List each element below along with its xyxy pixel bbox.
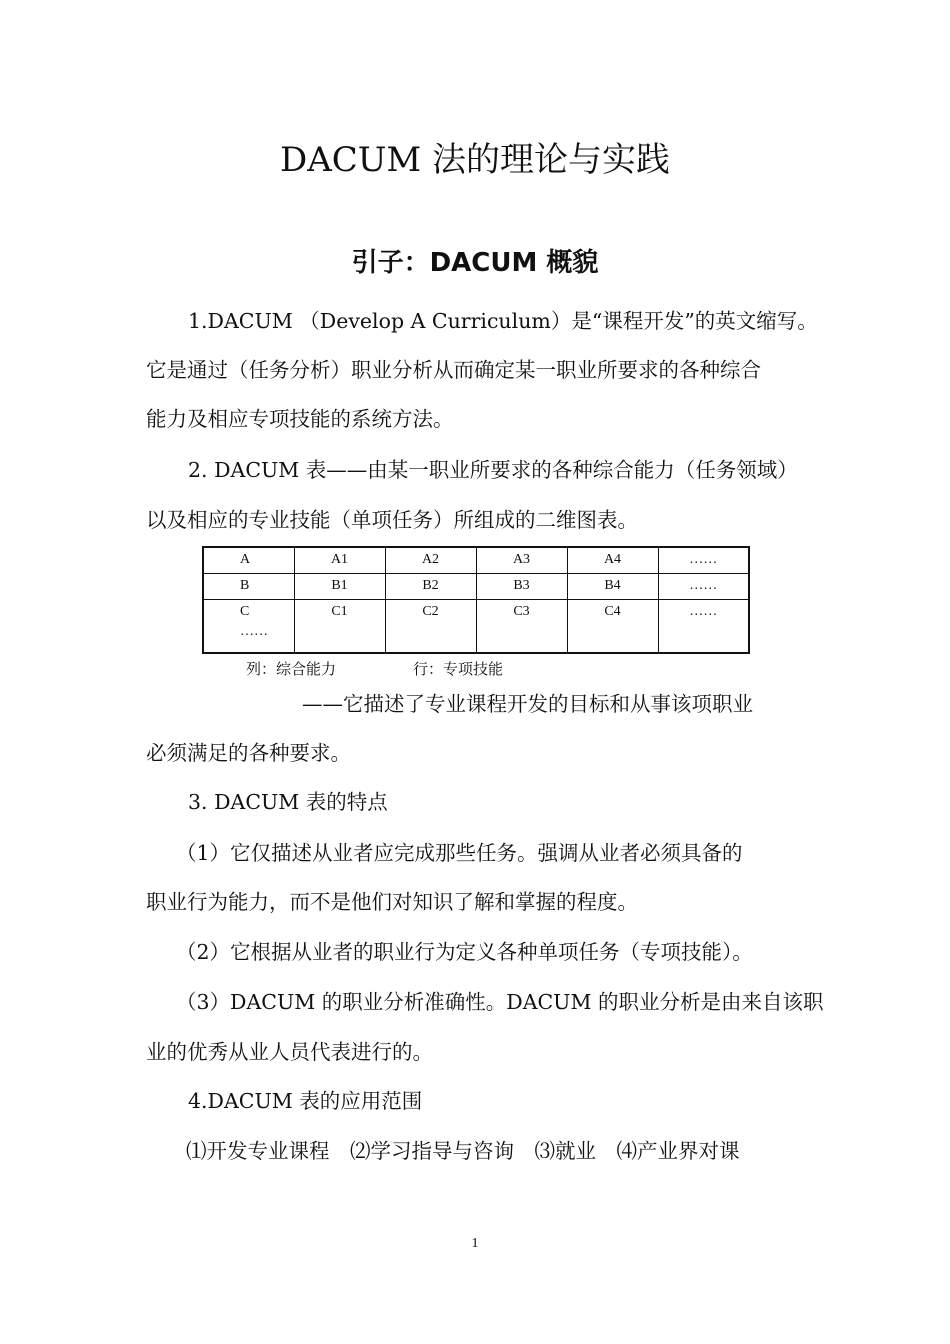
table-cell: B4 (567, 574, 658, 600)
table-cell: C2 (385, 600, 476, 654)
table-cell: …… (658, 600, 749, 654)
table-cell: C4 (567, 600, 658, 654)
table-row (203, 600, 749, 654)
paragraph-3-line-2: 必须满足的各种要求。 (146, 741, 351, 765)
table-cell: A3 (476, 547, 567, 574)
paragraph-4-line-1: 3. DACUM 表的特点 (188, 790, 388, 814)
paragraph-7-line-2: 业的优秀从业人员代表进行的。 (146, 1040, 433, 1064)
table-cell: C1 (294, 600, 385, 654)
paragraph-1-line-1: 1.DACUM （Develop A Curriculum）是“课程开发”的英文缩写。 (188, 309, 818, 333)
table-cell: B1 (294, 574, 385, 600)
document-title: DACUM 法的理论与实践 (279, 140, 671, 180)
table-legend-columns: 列：综合能力 (246, 660, 337, 678)
table-cell: B (203, 574, 294, 600)
paragraph-3-line-1: ——它描述了专业课程开发的目标和从事该项职业 (302, 692, 753, 716)
table-cell: B3 (476, 574, 567, 600)
table-cell-label: C (240, 604, 250, 619)
paragraph-5-line-2: 职业行为能力，而不是他们对知识了解和掌握的程度。 (146, 890, 638, 914)
section-subtitle: 引子：DACUM 概貌 (351, 248, 599, 278)
table-cell: A (203, 547, 294, 574)
table-cell: A2 (385, 547, 476, 574)
table-cell: …… (658, 574, 749, 600)
paragraph-6-line-1: （2）它根据从业者的职业行为定义各种单项任务（专项技能）。 (176, 940, 753, 964)
page-number: 1 (471, 1236, 479, 1251)
table-cell: B2 (385, 574, 476, 600)
paragraph-5-line-1: （1）它仅描述从业者应完成那些任务。强调从业者必须具备的 (176, 841, 743, 865)
paragraph-9-line-1: ⑴开发专业课程 ⑵学习指导与咨询 ⑶就业 ⑷产业界对课 (186, 1139, 740, 1163)
table-cell (203, 600, 294, 654)
dacum-table (202, 546, 750, 654)
table-cell: A1 (294, 547, 385, 574)
paragraph-2-line-1: 2. DACUM 表——由某一职业所要求的各种综合能力（任务领域） (188, 458, 798, 482)
table-cell: C3 (476, 600, 567, 654)
paragraph-2-line-2: 以及相应的专业技能（单项任务）所组成的二维图表。 (146, 508, 638, 532)
dacum-table-wrapper (202, 546, 750, 654)
table-cell: A4 (567, 547, 658, 574)
table-legend-rows: 行：专项技能 (413, 660, 504, 678)
paragraph-1-line-3: 能力及相应专项技能的系统方法。 (146, 407, 454, 431)
paragraph-7-line-1: （3）DACUM 的职业分析准确性。DACUM 的职业分析是由来自该职 (176, 990, 824, 1014)
paragraph-1-line-2: 它是通过（任务分析）职业分析从而确定某一职业所要求的各种综合 (146, 358, 761, 382)
table-cell: …… (658, 547, 749, 574)
table-row (203, 547, 749, 574)
paragraph-8-line-1: 4.DACUM 表的应用范围 (188, 1089, 423, 1113)
table-row (203, 574, 749, 600)
table-more-rows-marker: …… (240, 624, 268, 639)
